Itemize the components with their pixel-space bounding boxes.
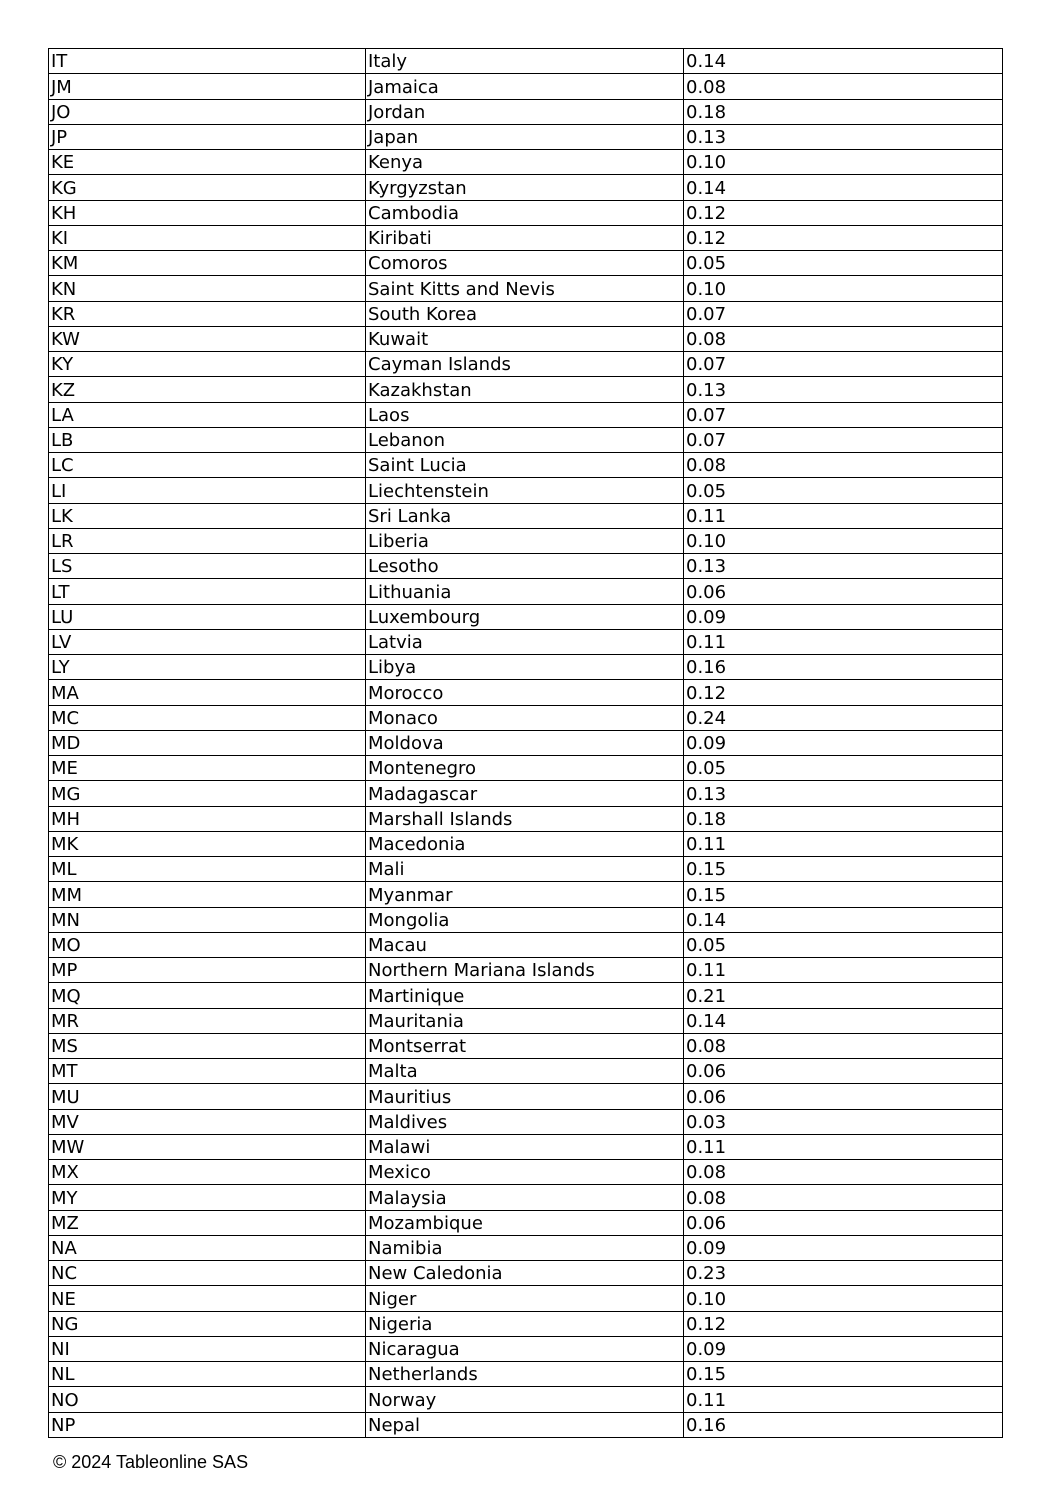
table-row <box>49 756 1003 781</box>
country-code-cell: NL <box>49 1362 366 1387</box>
value-cell: 0.14 <box>684 1008 1003 1033</box>
country-name-cell: Nigeria <box>366 1311 684 1336</box>
value-cell: 0.03 <box>684 1109 1003 1134</box>
value-cell: 0.12 <box>684 225 1003 250</box>
country-code-cell: KR <box>49 301 366 326</box>
country-code-cell: MP <box>49 958 366 983</box>
country-code-cell: NC <box>49 1261 366 1286</box>
country-name-cell: Cambodia <box>366 200 684 225</box>
value-cell: 0.14 <box>684 175 1003 200</box>
country-name-cell: Mongolia <box>366 907 684 932</box>
table-row <box>49 1059 1003 1084</box>
country-code-cell: NO <box>49 1387 366 1412</box>
country-name-cell: Malta <box>366 1059 684 1084</box>
value-cell: 0.08 <box>684 1160 1003 1185</box>
table-row <box>49 427 1003 452</box>
country-name-cell: Japan <box>366 124 684 149</box>
table-row <box>49 705 1003 730</box>
table-row <box>49 907 1003 932</box>
table-row <box>49 402 1003 427</box>
table-row <box>49 629 1003 654</box>
country-code-cell: MC <box>49 705 366 730</box>
country-name-cell: Kiribati <box>366 225 684 250</box>
table-row <box>49 528 1003 553</box>
country-code-cell: MQ <box>49 983 366 1008</box>
country-code-cell: LC <box>49 453 366 478</box>
table-row <box>49 1210 1003 1235</box>
value-cell: 0.09 <box>684 730 1003 755</box>
value-cell: 0.05 <box>684 932 1003 957</box>
value-cell: 0.05 <box>684 478 1003 503</box>
country-name-cell: Martinique <box>366 983 684 1008</box>
value-cell: 0.15 <box>684 1362 1003 1387</box>
value-cell: 0.10 <box>684 150 1003 175</box>
table-row <box>49 99 1003 124</box>
country-name-cell: Liberia <box>366 528 684 553</box>
country-code-cell: LU <box>49 604 366 629</box>
country-name-cell: Laos <box>366 402 684 427</box>
country-code-cell: JP <box>49 124 366 149</box>
country-name-cell: Nepal <box>366 1412 684 1437</box>
country-code-cell: LY <box>49 655 366 680</box>
country-code-cell: KI <box>49 225 366 250</box>
country-name-cell: Montserrat <box>366 1033 684 1058</box>
value-cell: 0.08 <box>684 1033 1003 1058</box>
country-code-cell: MK <box>49 831 366 856</box>
country-code-cell: LT <box>49 579 366 604</box>
country-name-cell: Lebanon <box>366 427 684 452</box>
table-row <box>49 983 1003 1008</box>
country-code-cell: MY <box>49 1185 366 1210</box>
country-code-cell: MN <box>49 907 366 932</box>
country-name-cell: South Korea <box>366 301 684 326</box>
value-cell: 0.07 <box>684 402 1003 427</box>
country-code-cell: NI <box>49 1336 366 1361</box>
table-row <box>49 478 1003 503</box>
table-row <box>49 1134 1003 1159</box>
table-row <box>49 225 1003 250</box>
country-name-cell: Madagascar <box>366 781 684 806</box>
table-row <box>49 1261 1003 1286</box>
country-name-cell: Latvia <box>366 629 684 654</box>
country-code-cell: NE <box>49 1286 366 1311</box>
table-row <box>49 655 1003 680</box>
country-name-cell: Italy <box>366 49 684 74</box>
value-cell: 0.06 <box>684 1059 1003 1084</box>
country-code-cell: KE <box>49 150 366 175</box>
table-row <box>49 352 1003 377</box>
country-code-cell: NG <box>49 1311 366 1336</box>
table-row <box>49 781 1003 806</box>
country-code-cell: KN <box>49 276 366 301</box>
table-row <box>49 1185 1003 1210</box>
value-cell: 0.07 <box>684 301 1003 326</box>
table-row <box>49 958 1003 983</box>
country-code-cell: IT <box>49 49 366 74</box>
table-row <box>49 1387 1003 1412</box>
country-name-cell: Cayman Islands <box>366 352 684 377</box>
country-name-cell: Kazakhstan <box>366 377 684 402</box>
country-name-cell: Kuwait <box>366 326 684 351</box>
country-code-cell: JO <box>49 99 366 124</box>
country-code-cell: LS <box>49 554 366 579</box>
value-cell: 0.08 <box>684 1185 1003 1210</box>
value-cell: 0.12 <box>684 680 1003 705</box>
table-row <box>49 1311 1003 1336</box>
table-row <box>49 251 1003 276</box>
value-cell: 0.11 <box>684 503 1003 528</box>
table-row <box>49 1336 1003 1361</box>
table-row <box>49 74 1003 99</box>
country-name-cell: Libya <box>366 655 684 680</box>
country-code-cell: LB <box>49 427 366 452</box>
value-cell: 0.07 <box>684 352 1003 377</box>
table-row <box>49 1033 1003 1058</box>
country-code-cell: LR <box>49 528 366 553</box>
country-code-cell: LI <box>49 478 366 503</box>
value-cell: 0.13 <box>684 124 1003 149</box>
table-row <box>49 1008 1003 1033</box>
country-code-cell: MZ <box>49 1210 366 1235</box>
country-code-cell: MG <box>49 781 366 806</box>
table-row <box>49 1084 1003 1109</box>
value-cell: 0.12 <box>684 1311 1003 1336</box>
value-cell: 0.06 <box>684 1210 1003 1235</box>
country-code-cell: ML <box>49 857 366 882</box>
value-cell: 0.15 <box>684 882 1003 907</box>
table-row <box>49 806 1003 831</box>
country-code-cell: MW <box>49 1134 366 1159</box>
country-name-cell: Comoros <box>366 251 684 276</box>
country-name-cell: Liechtenstein <box>366 478 684 503</box>
country-name-cell: Luxembourg <box>366 604 684 629</box>
country-name-cell: Maldives <box>366 1109 684 1134</box>
country-name-cell: Namibia <box>366 1235 684 1260</box>
value-cell: 0.11 <box>684 1134 1003 1159</box>
country-name-cell: Marshall Islands <box>366 806 684 831</box>
country-name-cell: Jordan <box>366 99 684 124</box>
value-cell: 0.06 <box>684 579 1003 604</box>
value-cell: 0.09 <box>684 1235 1003 1260</box>
value-cell: 0.14 <box>684 907 1003 932</box>
value-cell: 0.06 <box>684 1084 1003 1109</box>
table-row <box>49 730 1003 755</box>
country-code-cell: JM <box>49 74 366 99</box>
table-row <box>49 301 1003 326</box>
country-name-cell: Monaco <box>366 705 684 730</box>
country-code-cell: LV <box>49 629 366 654</box>
value-cell: 0.15 <box>684 857 1003 882</box>
country-name-cell: Niger <box>366 1286 684 1311</box>
table-row <box>49 453 1003 478</box>
table-row <box>49 932 1003 957</box>
value-cell: 0.10 <box>684 276 1003 301</box>
table-row <box>49 882 1003 907</box>
table-row <box>49 1235 1003 1260</box>
country-code-cell: KG <box>49 175 366 200</box>
table-row <box>49 857 1003 882</box>
country-name-cell: Kyrgyzstan <box>366 175 684 200</box>
country-name-cell: Sri Lanka <box>366 503 684 528</box>
value-cell: 0.05 <box>684 251 1003 276</box>
country-name-cell: New Caledonia <box>366 1261 684 1286</box>
value-cell: 0.12 <box>684 200 1003 225</box>
country-name-cell: Northern Mariana Islands <box>366 958 684 983</box>
table-row <box>49 1286 1003 1311</box>
table-row <box>49 326 1003 351</box>
country-name-cell: Montenegro <box>366 756 684 781</box>
country-name-cell: Mauritania <box>366 1008 684 1033</box>
country-name-cell: Jamaica <box>366 74 684 99</box>
country-name-cell: Norway <box>366 1387 684 1412</box>
value-cell: 0.11 <box>684 629 1003 654</box>
table-row <box>49 124 1003 149</box>
country-code-cell: LK <box>49 503 366 528</box>
country-code-cell: KH <box>49 200 366 225</box>
country-name-cell: Mali <box>366 857 684 882</box>
table-row <box>49 1412 1003 1437</box>
country-name-cell: Kenya <box>366 150 684 175</box>
country-name-cell: Nicaragua <box>366 1336 684 1361</box>
value-cell: 0.13 <box>684 377 1003 402</box>
country-code-cell: MT <box>49 1059 366 1084</box>
table-body <box>49 49 1003 1438</box>
value-cell: 0.23 <box>684 1261 1003 1286</box>
value-cell: 0.14 <box>684 49 1003 74</box>
table-row <box>49 680 1003 705</box>
country-code-cell: MR <box>49 1008 366 1033</box>
table-row <box>49 276 1003 301</box>
value-cell: 0.11 <box>684 1387 1003 1412</box>
country-code-cell: ME <box>49 756 366 781</box>
country-code-cell: MU <box>49 1084 366 1109</box>
value-cell: 0.21 <box>684 983 1003 1008</box>
table-row <box>49 1109 1003 1134</box>
table-row <box>49 1160 1003 1185</box>
table-row <box>49 49 1003 74</box>
table-row <box>49 503 1003 528</box>
copyright-footer: © 2024 Tableonline SAS <box>53 1452 249 1472</box>
country-name-cell: Macedonia <box>366 831 684 856</box>
value-cell: 0.08 <box>684 326 1003 351</box>
country-name-cell: Malawi <box>366 1134 684 1159</box>
country-name-cell: Malaysia <box>366 1185 684 1210</box>
country-code-cell: NA <box>49 1235 366 1260</box>
country-name-cell: Morocco <box>366 680 684 705</box>
table-row <box>49 554 1003 579</box>
value-cell: 0.10 <box>684 1286 1003 1311</box>
country-code-cell: MM <box>49 882 366 907</box>
value-cell: 0.05 <box>684 756 1003 781</box>
table-row <box>49 579 1003 604</box>
country-code-cell: MD <box>49 730 366 755</box>
value-cell: 0.13 <box>684 781 1003 806</box>
value-cell: 0.10 <box>684 528 1003 553</box>
value-cell: 0.16 <box>684 1412 1003 1437</box>
country-code-cell: MS <box>49 1033 366 1058</box>
value-cell: 0.18 <box>684 806 1003 831</box>
value-cell: 0.07 <box>684 427 1003 452</box>
country-name-cell: Lesotho <box>366 554 684 579</box>
country-code-cell: MV <box>49 1109 366 1134</box>
country-table <box>48 48 1003 1438</box>
value-cell: 0.09 <box>684 604 1003 629</box>
country-name-cell: Moldova <box>366 730 684 755</box>
country-code-cell: KY <box>49 352 366 377</box>
country-code-cell: NP <box>49 1412 366 1437</box>
table-row <box>49 150 1003 175</box>
table-row <box>49 200 1003 225</box>
value-cell: 0.24 <box>684 705 1003 730</box>
table-row <box>49 175 1003 200</box>
value-cell: 0.08 <box>684 74 1003 99</box>
country-code-cell: MX <box>49 1160 366 1185</box>
country-code-cell: MH <box>49 806 366 831</box>
country-code-cell: LA <box>49 402 366 427</box>
value-cell: 0.16 <box>684 655 1003 680</box>
value-cell: 0.08 <box>684 453 1003 478</box>
country-code-cell: MO <box>49 932 366 957</box>
country-name-cell: Myanmar <box>366 882 684 907</box>
country-name-cell: Mexico <box>366 1160 684 1185</box>
country-name-cell: Macau <box>366 932 684 957</box>
table-row <box>49 377 1003 402</box>
country-name-cell: Netherlands <box>366 1362 684 1387</box>
table-row <box>49 1362 1003 1387</box>
country-name-cell: Lithuania <box>366 579 684 604</box>
value-cell: 0.11 <box>684 958 1003 983</box>
value-cell: 0.09 <box>684 1336 1003 1361</box>
country-name-cell: Saint Lucia <box>366 453 684 478</box>
country-code-cell: MA <box>49 680 366 705</box>
country-code-cell: KZ <box>49 377 366 402</box>
country-name-cell: Mozambique <box>366 1210 684 1235</box>
country-code-cell: KM <box>49 251 366 276</box>
country-name-cell: Saint Kitts and Nevis <box>366 276 684 301</box>
country-name-cell: Mauritius <box>366 1084 684 1109</box>
value-cell: 0.18 <box>684 99 1003 124</box>
value-cell: 0.11 <box>684 831 1003 856</box>
table-row <box>49 604 1003 629</box>
country-code-cell: KW <box>49 326 366 351</box>
value-cell: 0.13 <box>684 554 1003 579</box>
table-row <box>49 831 1003 856</box>
